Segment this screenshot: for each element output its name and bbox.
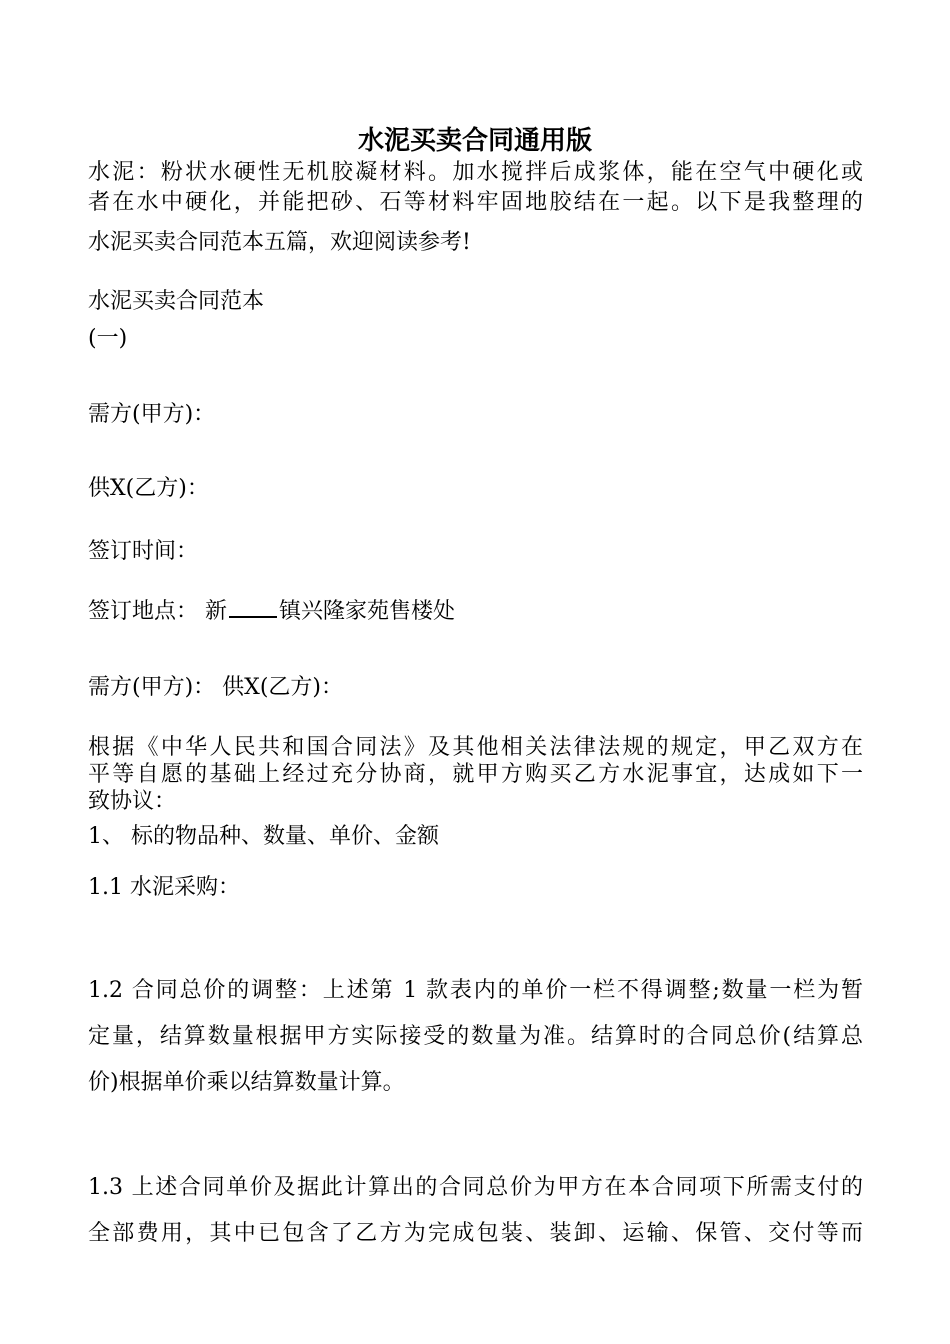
clause-1-2-line: 价)根据单价乘以结算数量计算。	[88, 1070, 405, 1095]
clause-1-2	[88, 968, 863, 1106]
clause-1-3-line: 1.3 上述合同单价及据此计算出的合同总价为甲方在本合同项下所需支付的	[88, 1175, 863, 1200]
intro-line: 水泥：粉状水硬性无机胶凝材料。加水搅拌后成浆体，能在空气中硬化或	[88, 160, 863, 185]
clause-1-3	[88, 1165, 863, 1257]
intro-line: 水泥买卖合同范本五篇，欢迎阅读参考!	[88, 230, 471, 255]
seller-label: 供X(乙方)：	[88, 476, 209, 501]
sign-place-suffix: 镇兴隆家苑售楼处	[279, 599, 456, 624]
section-number: (一)	[88, 326, 128, 351]
buyer-label: 需方(甲方)：	[88, 402, 216, 427]
sign-place-line	[88, 594, 863, 625]
document-title: 水泥买卖合同通用版	[357, 126, 592, 156]
clause-1-2-line: 1.2 合同总价的调整：上述第 1 款表内的单价一栏不得调整;数量一栏为暂	[88, 978, 863, 1003]
sign-place-prefix: 签订地点： 新	[88, 599, 227, 624]
intro-paragraph	[88, 158, 863, 258]
parties-line: 需方(甲方)： 供X(乙方)：	[88, 675, 343, 700]
agreement-paragraph	[88, 734, 863, 815]
clause-1: 1、 标的物品种、数量、单价、金额	[88, 824, 439, 849]
section-heading: 水泥买卖合同范本	[88, 289, 265, 314]
agreement-line: 致协议：	[88, 789, 177, 814]
intro-line: 者在水中硬化，并能把砂、石等材料牢固地胶结在一起。以下是我整理的	[88, 190, 863, 215]
agreement-line: 根据《中华人民共和国合同法》及其他相关法律法规的规定，甲乙双方在	[88, 735, 863, 760]
clause-1-2-line: 定量，结算数量根据甲方实际接受的数量为准。结算时的合同总价(结算总	[88, 1024, 863, 1049]
clause-1-1: 1.1 水泥采购：	[88, 875, 240, 900]
agreement-line: 平等自愿的基础上经过充分协商，就甲方购买乙方水泥事宜，达成如下一	[88, 762, 863, 787]
blank-field	[229, 598, 277, 618]
clause-1-3-line: 全部费用，其中已包含了乙方为完成包装、装卸、运输、保管、交付等而	[88, 1221, 863, 1246]
sign-time-label: 签订时间：	[88, 539, 199, 564]
